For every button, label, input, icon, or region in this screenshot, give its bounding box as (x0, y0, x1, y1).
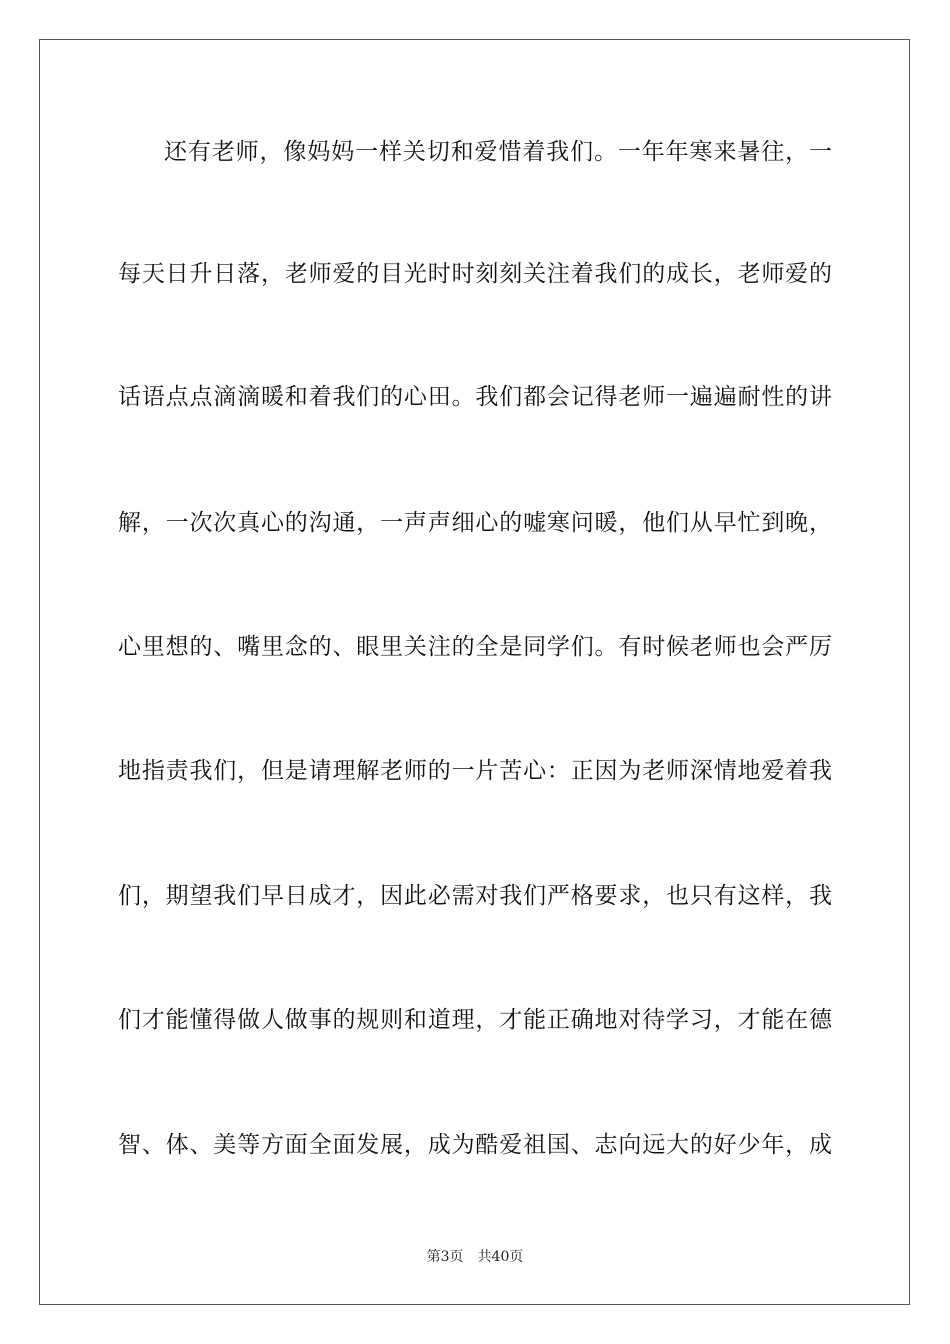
body-line-5: 心里想的、嘴里念的、眼里关注的全是同学们。有时候老师也会严厉 (118, 634, 832, 660)
body-line-3: 话语点点滴滴暖和着我们的心田。我们都会记得老师一遍遍耐性的讲 (118, 384, 832, 410)
body-line-1: 还有老师，像妈妈一样关切和爱惜着我们。一年年寒来暑往，一 (164, 139, 832, 165)
body-line-6: 地指责我们，但是请理解老师的一片苦心：正因为老师深情地爱着我 (118, 758, 832, 784)
page-border (39, 39, 910, 1305)
body-line-2: 每天日升日落，老师爱的目光时时刻刻关注着我们的成长，老师爱的 (118, 261, 832, 287)
body-line-7: 们，期望我们早日成才，因此必需对我们严格要求，也只有这样，我 (118, 883, 832, 909)
page-number: 第3页 (426, 1249, 464, 1265)
body-line-8: 们才能懂得做人做事的规则和道理，才能正确地对待学习，才能在德 (118, 1007, 832, 1033)
body-line-4: 解，一次次真心的沟通，一声声细心的嘘寒问暖，他们从早忙到晚， (118, 510, 832, 536)
body-line-9: 智、体、美等方面全面发展，成为酷爱祖国、志向远大的好少年，成 (118, 1132, 832, 1158)
page-total: 共40页 (477, 1249, 524, 1265)
page-footer (0, 1246, 950, 1266)
